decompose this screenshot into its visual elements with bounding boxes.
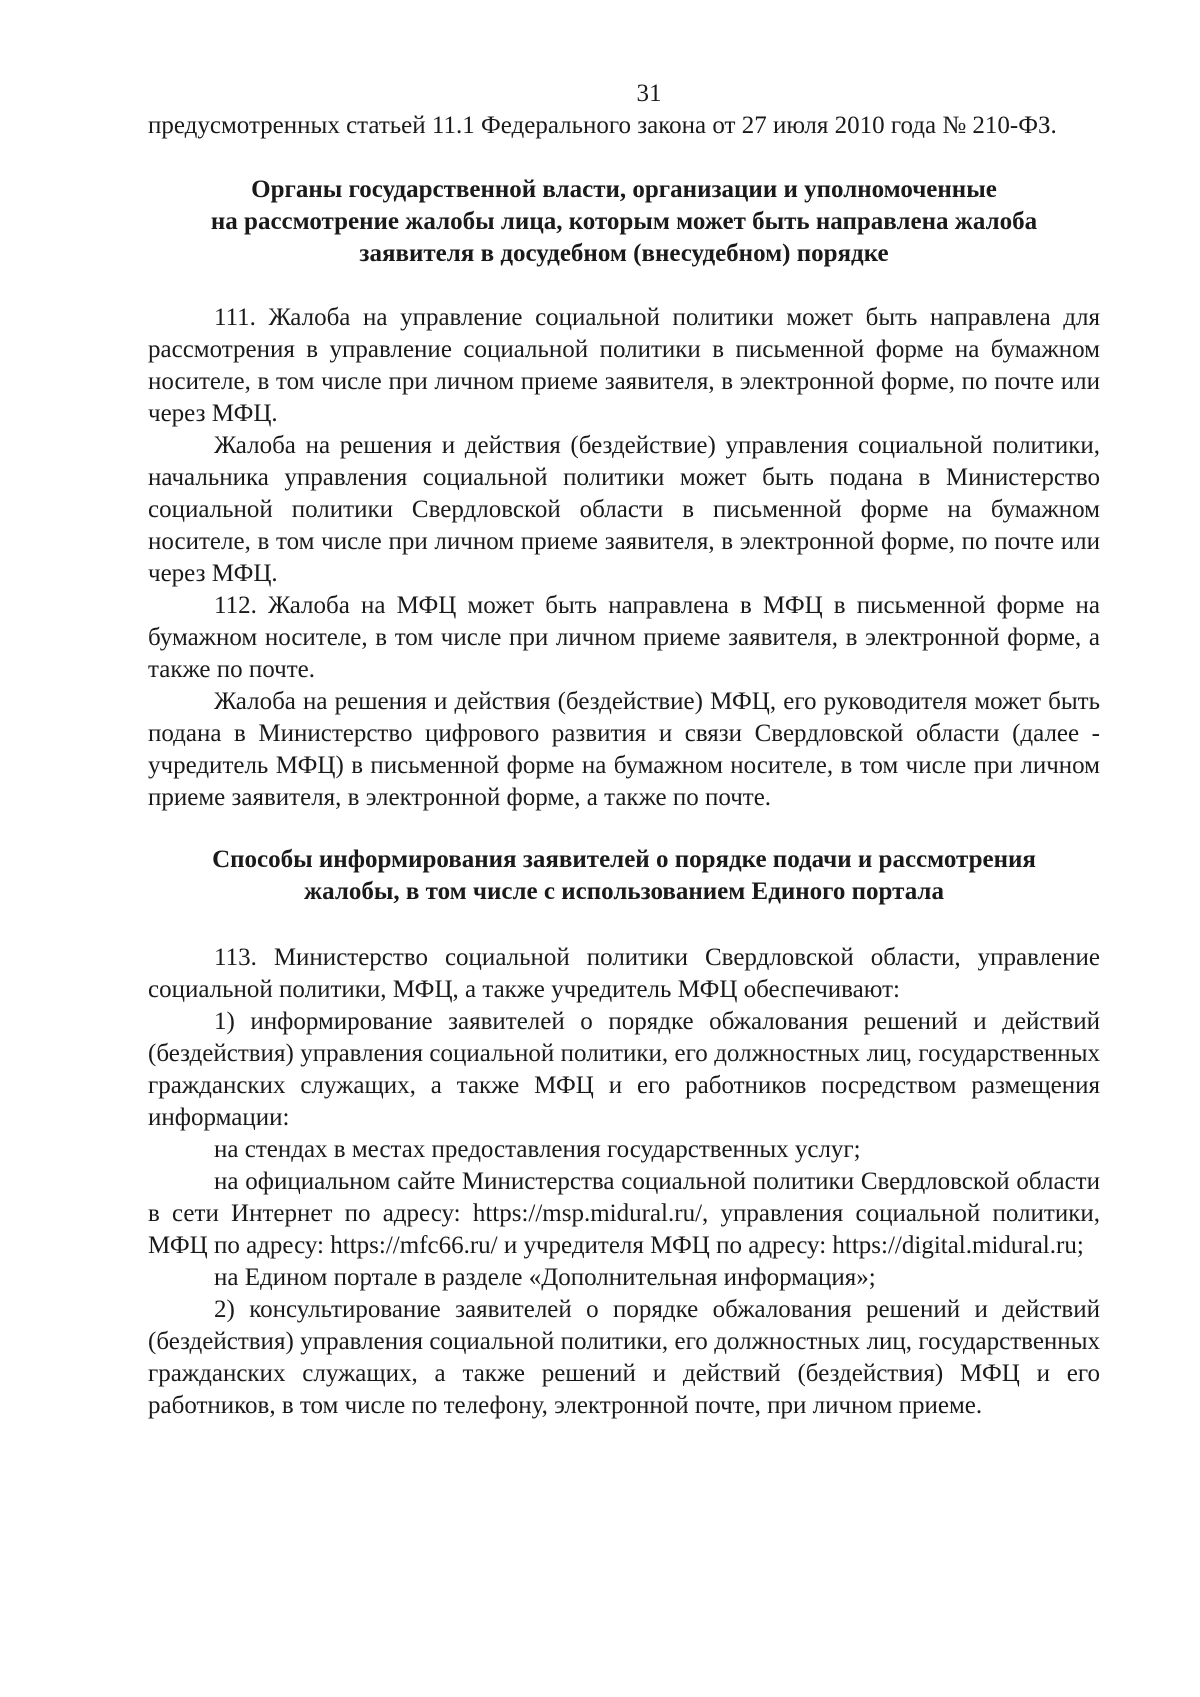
paragraph-111: 111. Жалоба на управление социальной политики может быть направлена для рассмотрения в управление социальной политики в письменной форме на бумажном носителе, в том числе при личном приеме заявителя, в электронной форме, по почте или через МФЦ. <box>148 304 1100 427</box>
intro-text: предусмотренных статьей 11.1 Федерального закона от 27 июля 2010 года № 210-ФЗ. <box>148 112 1057 139</box>
heading-line: Способы информирования заявителей о порядке подачи и рассмотрения <box>212 846 1036 873</box>
paragraph-112-founder: Жалоба на решения и действия (бездействие) МФЦ, его руководителя может быть подана в Министерство цифрового развития и связи Свердловской области (далее - учредитель МФЦ) в письменной форме на бумажном носителе, в том числе при личном приеме заявителя, в электронной форме, а также по почте. <box>148 688 1100 811</box>
paragraph-113: 113. Министерство социальной политики Свердловской области, управление социальной политики, МФЦ, а также учредитель МФЦ обеспечивают: <box>148 944 1100 1003</box>
list-item-websites: на официальном сайте Министерства социальной политики Свердловской области в сети Интернет по адресу: https://msp.midural.ru/, управления социальной политики, МФЦ по адресу: https://mfc66.ru/ и учредителя МФЦ по адресу: https://digital.midural.ru; <box>148 1168 1100 1259</box>
heading-line: жалобы, в том числе с использованием Единого портала <box>304 878 944 905</box>
paragraph-111-ministry: Жалоба на решения и действия (бездействие) управления социальной политики, начальника управления социальной политики может быть подана в Министерство социальной политики Свердловской области в письменной форме на бумажном носителе, в том числе при личном приеме заявителя, в электронной форме, по почте или через МФЦ. <box>148 432 1100 587</box>
heading-line: заявителя в досудебном (внесудебном) порядке <box>359 240 889 267</box>
list-item-consulting: 2) консультирование заявителей о порядке обжалования решений и действий (бездействия) управления социальной политики, его должностных лиц, государственных гражданских служащих, а также решений и действий (бездействия) МФЦ и его работников, в том числе по телефону, электронной почте, при личном приеме. <box>148 1296 1100 1419</box>
section-heading-authorities <box>148 174 1100 270</box>
page-number: 31 <box>636 80 662 107</box>
list-item-unified-portal: на Едином портале в разделе «Дополнительная информация»; <box>214 1264 876 1291</box>
heading-line: на рассмотрение жалобы лица, которым может быть направлена жалоба <box>210 208 1038 235</box>
heading-line: Органы государственной власти, организации и уполномоченные <box>251 176 997 203</box>
section-heading-informing <box>148 844 1100 908</box>
list-item-stands: на стендах в местах предоставления государственных услуг; <box>214 1136 861 1163</box>
paragraph-112: 112. Жалоба на МФЦ может быть направлена в МФЦ в письменной форме на бумажном носителе, в том числе при личном приеме заявителя, в электронной форме, а также по почте. <box>148 592 1100 683</box>
list-item-informing: 1) информирование заявителей о порядке обжалования решений и действий (бездействия) управления социальной политики, его должностных лиц, государственных гражданских служащих, а также МФЦ и его работников посредством размещения информации: <box>148 1008 1100 1131</box>
